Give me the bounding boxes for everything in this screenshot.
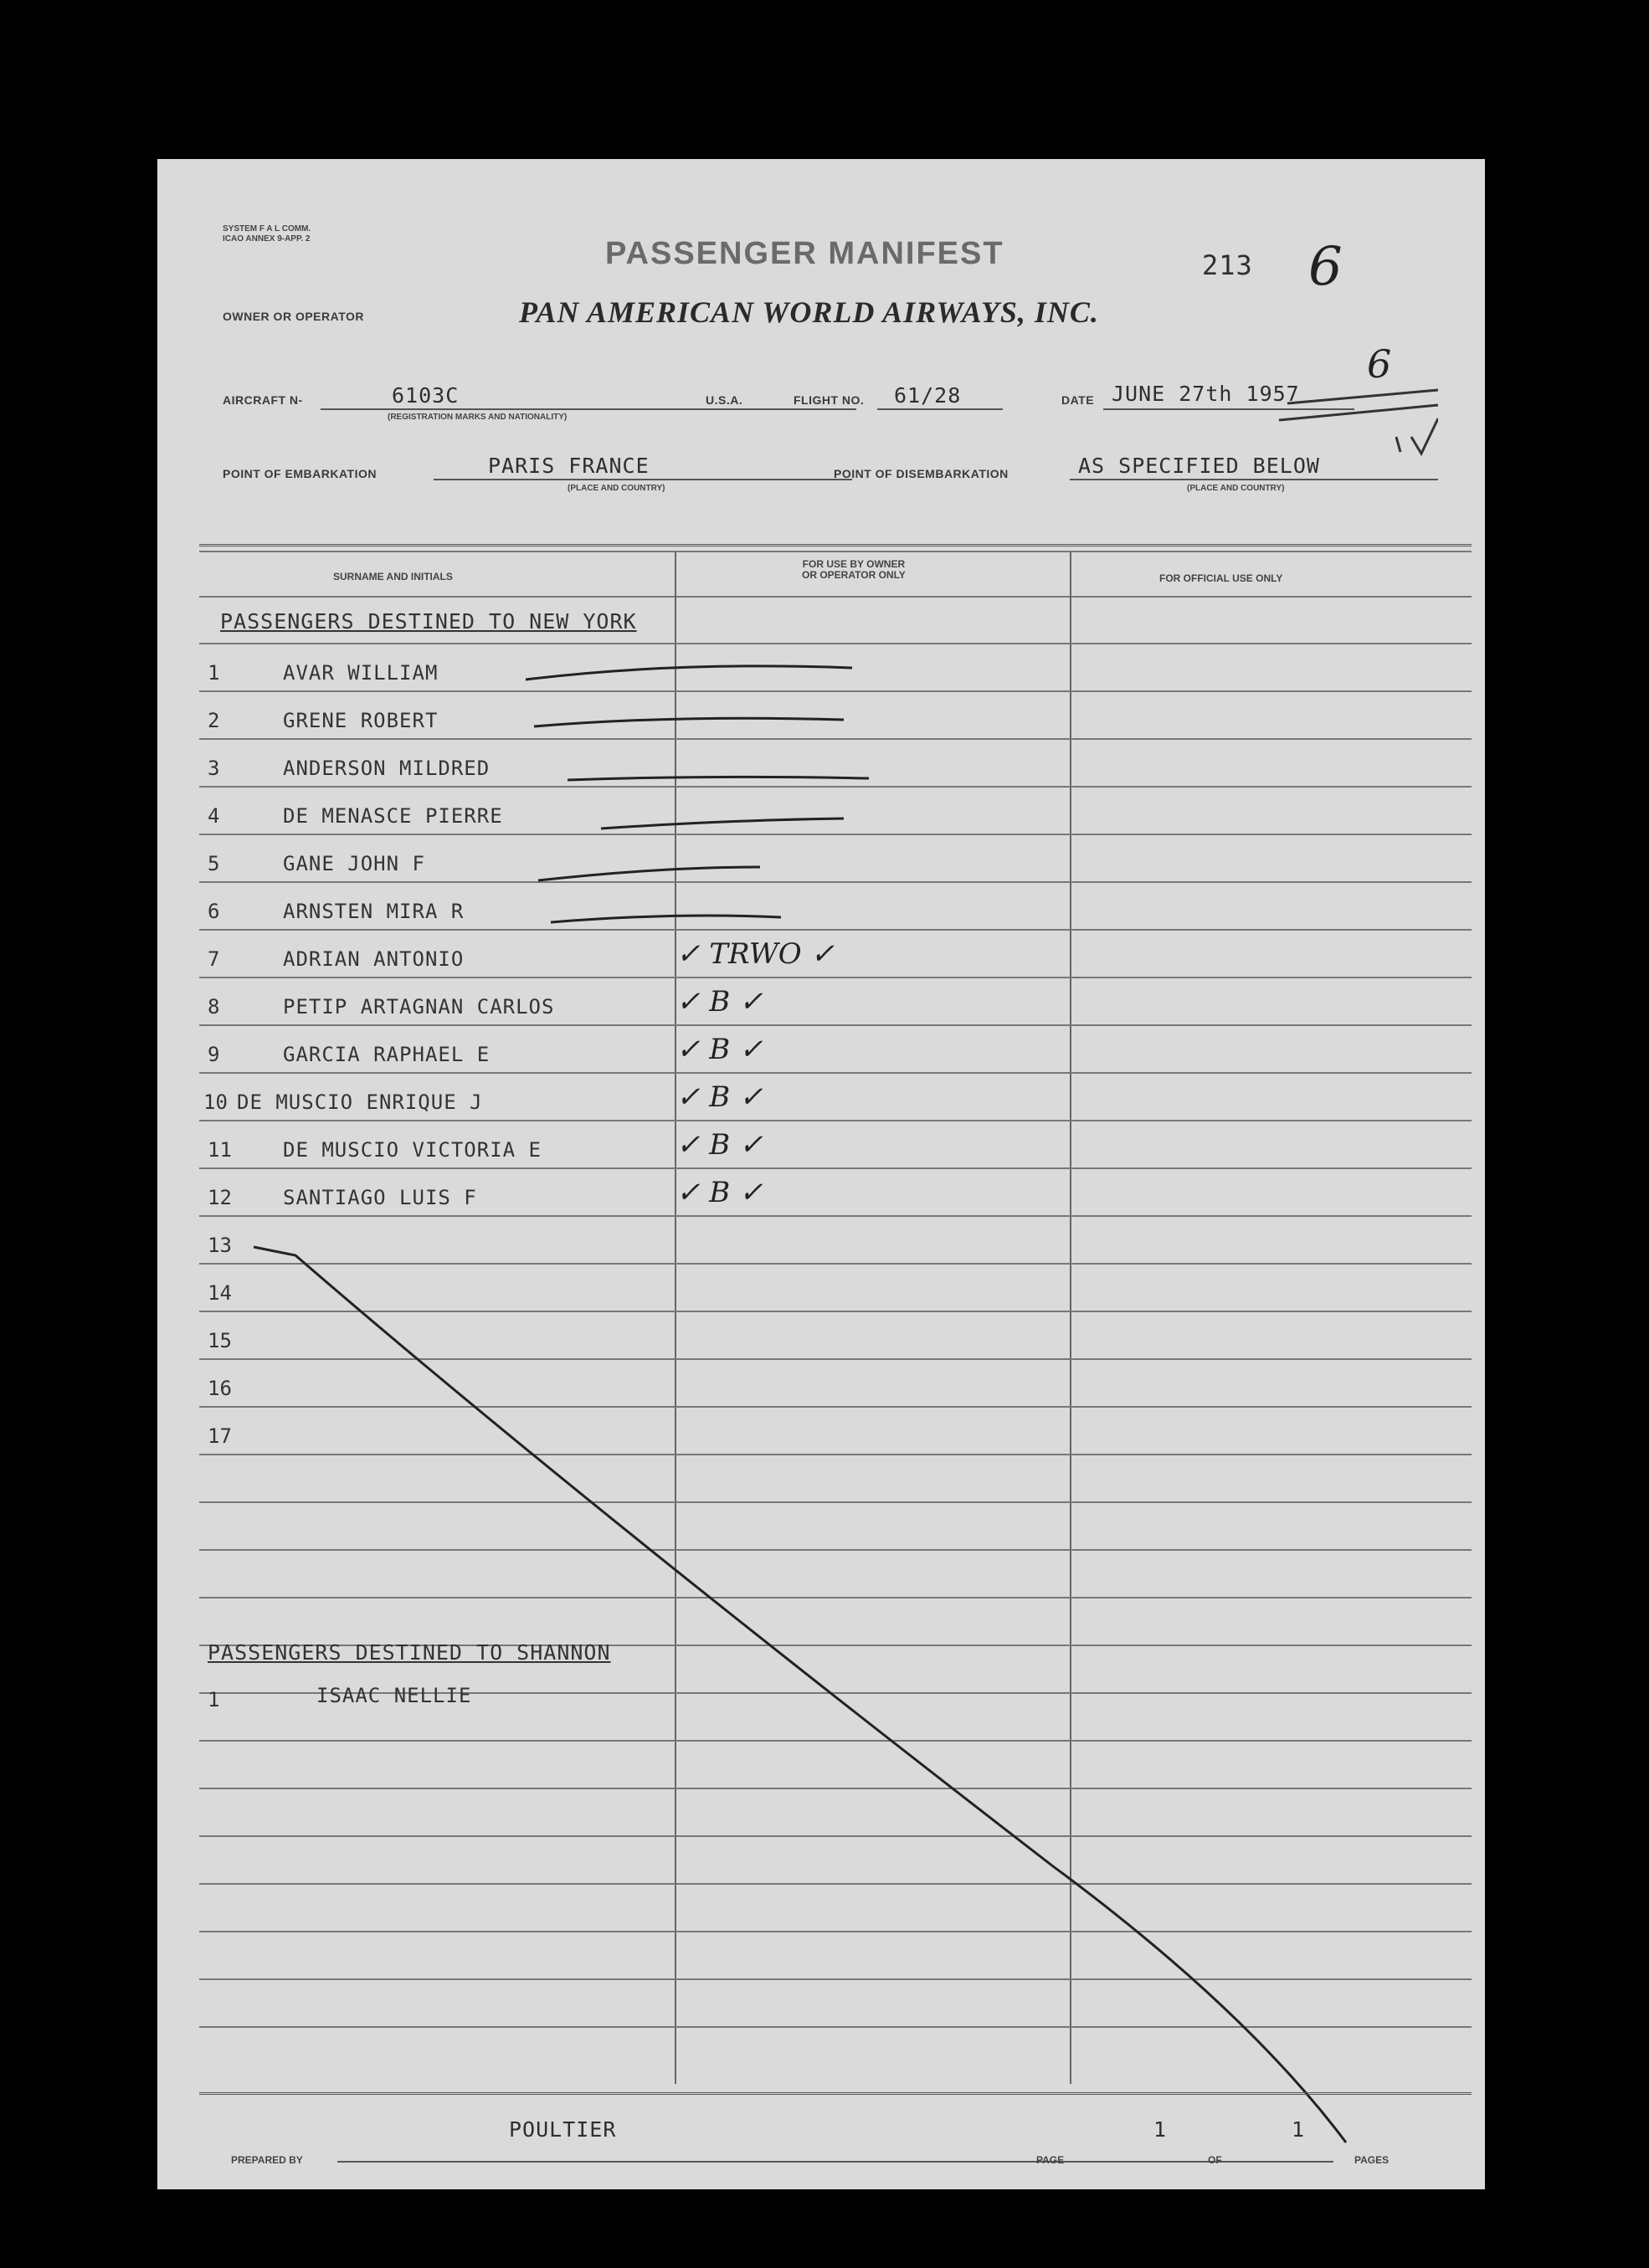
disembarkation-label: POINT OF DISEMBARKATION bbox=[834, 467, 1009, 480]
passenger-name: ADRIAN ANTONIO bbox=[283, 947, 465, 971]
passenger-name: ISAAC NELLIE bbox=[316, 1684, 472, 1707]
aircraft-label: AIRCRAFT N- bbox=[223, 393, 303, 407]
passenger-name: GANE JOHN F bbox=[283, 852, 425, 875]
passenger-name: AVAR WILLIAM bbox=[283, 661, 439, 685]
passenger-name: SANTIAGO LUIS F bbox=[283, 1186, 477, 1209]
passenger-name: DE MUSCIO VICTORIA E bbox=[283, 1138, 542, 1162]
flight-label: FLIGHT NO. bbox=[794, 393, 865, 407]
passenger-name: ARNSTEN MIRA R bbox=[283, 900, 465, 923]
flight-value: 61/28 bbox=[894, 383, 962, 408]
row-number: 11 bbox=[208, 1138, 232, 1162]
handwritten-check: ✓ B ✓ bbox=[676, 1080, 763, 1114]
of-label: OF bbox=[1208, 2154, 1222, 2166]
passenger-name: PETIP ARTAGNAN CARLOS bbox=[283, 995, 555, 1019]
document-number: 213 bbox=[1202, 249, 1253, 281]
aircraft-sublabel: (REGISTRATION MARKS AND NATIONALITY) bbox=[388, 413, 568, 422]
of-value: 1 bbox=[1292, 2117, 1306, 2142]
disembarkation-value: AS SPECIFIED BELOW bbox=[1078, 454, 1320, 478]
authority-line-1: SYSTEM F A L COMM. bbox=[223, 224, 311, 233]
page-value: 1 bbox=[1153, 2117, 1168, 2142]
handwritten-check: ✓ B ✓ bbox=[676, 1033, 763, 1066]
pages-label: PAGES bbox=[1354, 2154, 1390, 2166]
handwritten-check: ✓ B ✓ bbox=[676, 985, 763, 1019]
row-number: 12 bbox=[208, 1186, 232, 1209]
handwritten-strikes bbox=[157, 159, 1485, 2189]
handwritten-check: ✓ B ✓ bbox=[676, 1128, 763, 1162]
column-official: FOR OFFICIAL USE ONLY bbox=[1159, 572, 1283, 584]
row-number: 16 bbox=[208, 1377, 232, 1400]
row-number: 5 bbox=[208, 852, 220, 875]
owner-value: PAN AMERICAN WORLD AIRWAYS, INC. bbox=[519, 295, 1099, 329]
row-number: 2 bbox=[208, 709, 220, 732]
row-number: 13 bbox=[208, 1234, 232, 1257]
row-number: 4 bbox=[208, 804, 220, 828]
handwritten-number: 6 bbox=[1308, 236, 1343, 298]
row-number: 3 bbox=[208, 757, 220, 780]
row-number: 17 bbox=[208, 1424, 232, 1448]
manifest-sheet bbox=[157, 159, 1485, 2189]
row-number: 9 bbox=[208, 1043, 220, 1066]
owner-label: OWNER OR OPERATOR bbox=[223, 310, 364, 323]
row-number: 1 bbox=[208, 1688, 220, 1711]
date-handwritten: 6 bbox=[1367, 341, 1392, 387]
row-number: 7 bbox=[208, 947, 220, 971]
column-surname: SURNAME AND INITIALS bbox=[333, 571, 453, 582]
embarkation-sublabel: (PLACE AND COUNTRY) bbox=[568, 484, 665, 493]
row-number: 10 bbox=[203, 1090, 228, 1114]
passenger-name: DE MENASCE PIERRE bbox=[283, 804, 503, 828]
disembarkation-sublabel: (PLACE AND COUNTRY) bbox=[1187, 484, 1285, 493]
country-label: U.S.A. bbox=[706, 393, 743, 407]
prepared-by-label: PREPARED BY bbox=[231, 2154, 303, 2166]
passenger-name: ANDERSON MILDRED bbox=[283, 757, 491, 780]
handwritten-check: ✓ TRWO ✓ bbox=[676, 937, 835, 971]
row-number: 1 bbox=[208, 661, 220, 685]
aircraft-value: 6103C bbox=[392, 383, 460, 408]
passenger-name: GARCIA RAPHAEL E bbox=[283, 1043, 491, 1066]
page-label: PAGE bbox=[1036, 2154, 1065, 2166]
column-owner-use-line-1: FOR USE BY OWNER bbox=[802, 558, 906, 570]
row-number: 6 bbox=[208, 900, 220, 923]
section-shannon-heading: PASSENGERS DESTINED TO SHANNON bbox=[208, 1640, 611, 1665]
prepared-by-value: POULTIER bbox=[509, 2117, 617, 2142]
row-number: 15 bbox=[208, 1329, 232, 1352]
column-owner-use-line-2: OR OPERATOR ONLY bbox=[802, 569, 906, 581]
section-new-york-heading: PASSENGERS DESTINED TO NEW YORK bbox=[220, 609, 637, 634]
form-title: PASSENGER MANIFEST bbox=[605, 236, 1004, 271]
handwritten-check: ✓ B ✓ bbox=[676, 1176, 763, 1209]
embarkation-label: POINT OF EMBARKATION bbox=[223, 467, 377, 480]
date-value: JUNE 27th 1957 bbox=[1112, 382, 1300, 406]
row-number: 8 bbox=[208, 995, 220, 1019]
embarkation-value: PARIS FRANCE bbox=[488, 454, 650, 478]
passenger-name: DE MUSCIO ENRIQUE J bbox=[237, 1090, 483, 1114]
passenger-name: GRENE ROBERT bbox=[283, 709, 439, 732]
date-label: DATE bbox=[1061, 393, 1095, 407]
row-number: 14 bbox=[208, 1281, 232, 1305]
authority-line-2: ICAO ANNEX 9-APP. 2 bbox=[223, 234, 311, 244]
